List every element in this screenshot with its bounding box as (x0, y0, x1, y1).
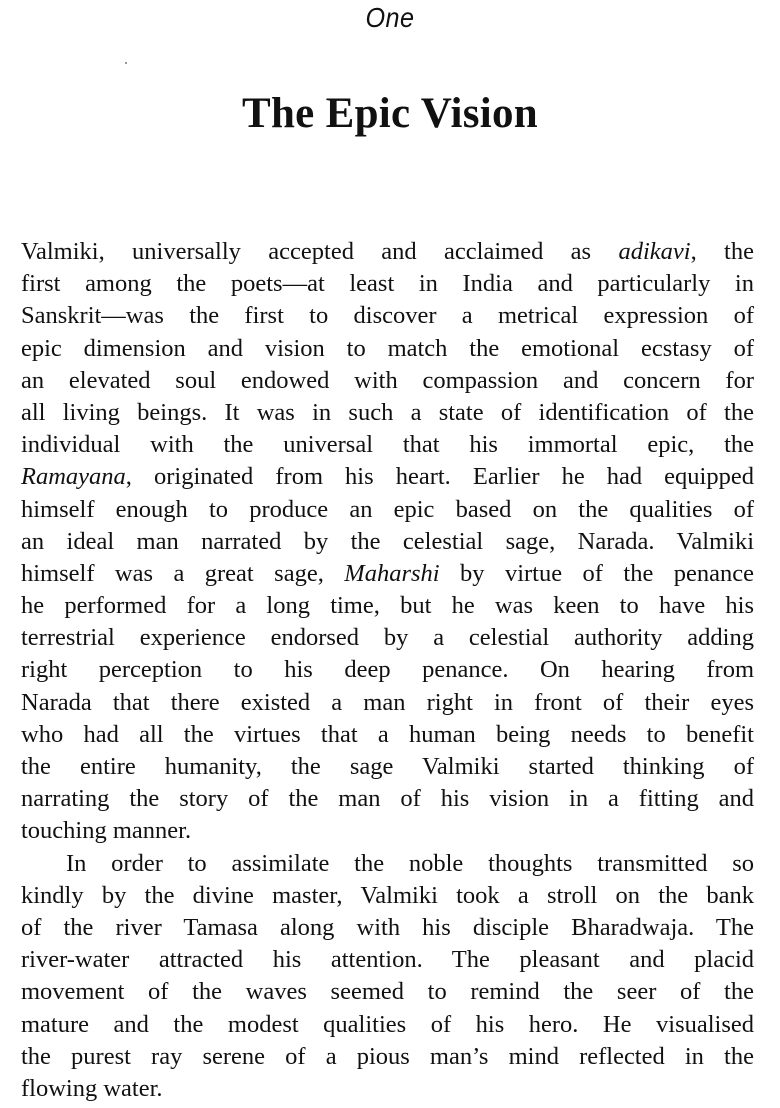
text-line (21, 333, 754, 365)
text-line (21, 1009, 754, 1041)
text-line (21, 751, 754, 783)
text-line (21, 461, 754, 493)
text-line (21, 558, 754, 590)
text-run: an ideal man narrated by the celestial sage, Narada. Valmiki (21, 527, 754, 555)
text-run: movement of the waves seemed to remind the seer of the (21, 978, 754, 1006)
text-line (21, 622, 754, 654)
text-run: terrestrial experience endorsed by a celestial authority adding (21, 624, 754, 652)
text-line (21, 719, 754, 751)
text-run: kindly by the divine master, Valmiki took a stroll on the bank (21, 881, 754, 909)
text-run: Sanskrit—was the first to discover a metrical expression of (21, 302, 754, 330)
text-run: In order to assimilate the noble thoughts transmitted so (66, 849, 754, 877)
text-line (21, 976, 754, 1008)
text-run: Narada that there existed a man right in front of their eyes (21, 688, 754, 716)
chapter-number: One (365, 2, 415, 33)
scan-speck (125, 62, 127, 64)
text-run: by virtue of the penance (439, 559, 754, 587)
text-run: epic dimension and vision to match the emotional ecstasy of (21, 334, 754, 362)
paragraph (21, 236, 754, 848)
text-run: first among the poets—at least in India and particularly in (21, 270, 754, 298)
chapter-title: The Epic Vision (241, 90, 539, 137)
text-line (21, 268, 754, 300)
chapter-body (21, 236, 754, 1105)
text-run: individual with the universal that his immortal epic, the (21, 431, 754, 459)
text-line (21, 300, 754, 332)
text-run: mature and the modest qualities of his hero. He visualised (21, 1010, 754, 1038)
text-line (21, 526, 754, 558)
text-line (21, 236, 754, 268)
text-line (21, 848, 754, 880)
text-run: himself enough to produce an epic based on the qualities of (21, 495, 754, 523)
text-line (21, 365, 754, 397)
italic-term: adikavi (618, 238, 691, 265)
text-run: himself was a great sage, (21, 559, 345, 587)
text-run: Valmiki, universally accepted and acclaimed as (21, 238, 619, 265)
text-line (21, 1073, 754, 1105)
text-run: he performed for a long time, but he was keen to have his (21, 592, 754, 620)
text-run: , the (690, 238, 754, 265)
text-run: all living beings. It was in such a state of identification of the (21, 398, 754, 426)
text-run: river-water attracted his attention. The pleasant and placid (21, 946, 754, 974)
text-line (21, 815, 754, 847)
text-line (21, 944, 754, 976)
text-run: of the river Tamasa along with his disciple Bharadwaja. The (21, 913, 754, 941)
italic-term: Ramayana (21, 463, 126, 491)
text-line (21, 429, 754, 461)
text-line (21, 687, 754, 719)
text-line (21, 397, 754, 429)
text-run: touching manner. (21, 817, 192, 845)
text-run: , originated from his heart. Earlier he had equipped (125, 463, 754, 491)
text-line (21, 1041, 754, 1073)
text-line (21, 590, 754, 622)
text-line (21, 654, 754, 686)
paragraph (21, 848, 754, 1106)
text-run: an elevated soul endowed with compassion and concern for (21, 366, 754, 394)
text-line (21, 912, 754, 944)
text-line (21, 880, 754, 912)
italic-term: Maharshi (344, 559, 440, 587)
text-run: flowing water. (21, 1074, 163, 1102)
text-line (21, 783, 754, 815)
text-run: right perception to his deep penance. On hearing from (21, 656, 754, 684)
text-run: the entire humanity, the sage Valmiki started thinking of (21, 753, 754, 780)
text-line (21, 494, 754, 526)
text-run: narrating the story of the man of his vision in a fitting and (21, 785, 754, 813)
text-run: the purest ray serene of a pious man’s mind reflected in the (21, 1042, 754, 1070)
text-run: who had all the virtues that a human being needs to benefit (21, 720, 754, 748)
